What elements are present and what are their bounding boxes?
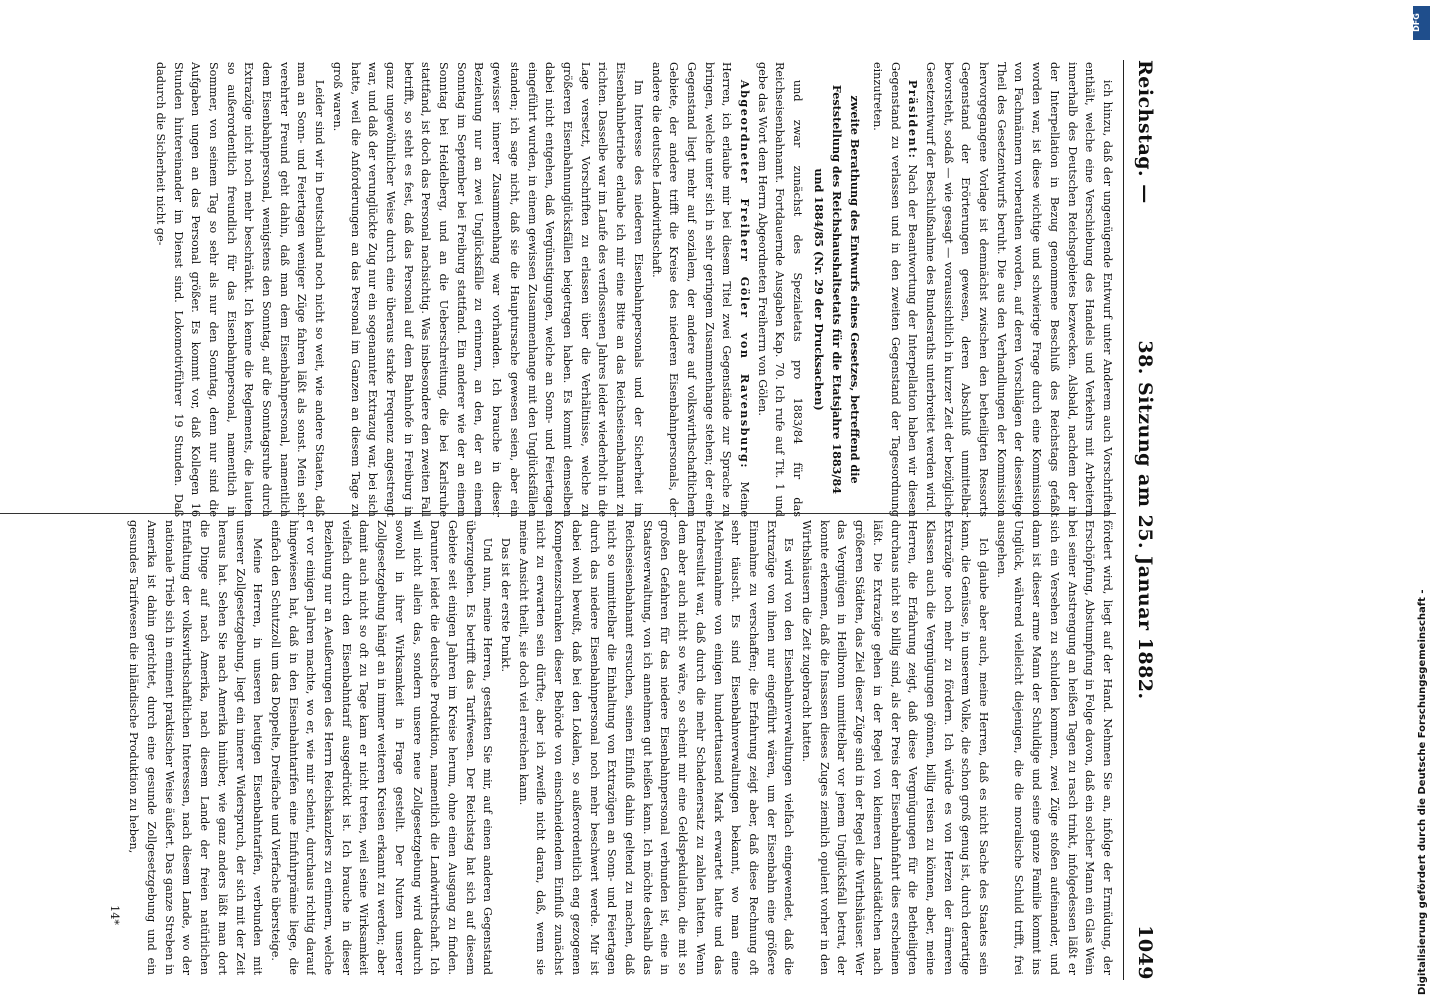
paragraph	[868, 62, 921, 517]
dfg-logo	[1413, 6, 1430, 40]
paragraph: Meine Herren, in unseren heutigen Eisenbahntarifen, verbunden mit unserer Zollgesetzgebung, liegt ein innerer Widerspruch, der sich mit der Zeit heraus hat. Sehen Sie nach Amerika hinüber, wie ganz anders läßt man dort die Dinge auf nach Amerika, nach diesem Lande der freien natürlichen Entfaltung der volkswirthschaftlichen Interessen, nach diesem Lande, wo der nationale Trieb sich in eminent praktischer Weise äußert. Das ganze Streben in Amerika ist dahin gerichtet, durch eine gesunde Zollgesetzgebung und ein gesundes Tarifwesen die inländische Produktion zu heben,	[127, 520, 265, 975]
paragraph-text: Meine Herren, ich erlaube mir bei diesem Titel zwei Gegenstände zur Sprache zu bringen, welche unter sich in sehr geringem Zusammenhange stehen; der eine Gegenstand liegt mehr auf sozialem, der andere auf volkswirthschaftlichem Gebiete, der andere trifft die Kreise des niederen Eisenbahnpersonals, der andere die deutsche Landwirthschaft.	[649, 62, 752, 517]
paragraph: Leider sind wir in Deutschland noch nicht so weit, wie andere Staaten, daß man an Sonn- und Feiertagen weniger Züge fahren läßt als sonst. Mein sehr verehrter Freund geht dahin, daß man dem Eisenbahnpersonal, namentlich dem Eisenbahnpersonal, wenigstens den Sonntag, auf die Sonntagsruhe durch Extrazüge nicht noch mehr beschränkt. Ich kenne die Reglements, die lauten so außerordentlich freundlich für das Eisenbahnpersonal, namentlich in Sommer, von seinem Tag so sehr als nur den Sonntag, denn nur sind die Aufgaben ungen an das Personal größer. Es kommt vor, daß Kollegen 16 Stunden hintereinander im Dienst sind. Lokomotivführer 19 Stunden. Daß dadurch die Sicherheit nicht ge-	[153, 62, 327, 517]
dfg-logo-text: DFG	[1411, 13, 1421, 32]
speaker-label: Abgeordneter Freiherr Göler von Ravensburg:	[738, 79, 753, 469]
header-left: Reichstag. —	[1134, 60, 1156, 204]
paragraph: fördert wird, liegt auf der Hand. Nehmen Sie an, infolge der Ermüdung, der Erschöpfung, Abstumpfung in Folge davon, daß ein solcher Mann ein Glas Wein bei seiner Anstrengung an heißen Tagen zu rasch trinkt, infolgedessen läßt er sich ein Versehen zu schulden kommen, zwei Züge stoßen aufeinander, und dann ist dieser arme Mann der Schuldige und seine ganze Familie kommt ins Unglück, während vielleicht diejenigen, die die moralische Schuld trifft, frei ausgehen.	[994, 520, 1114, 975]
column-divider	[0, 513, 1116, 514]
speaker-label: Präsident:	[906, 79, 921, 160]
paragraph: Und nun, meine Herren, gestatten Sie mir, auf einen anderen Gegenstand überzugehen. Es betrifft das Tarifwesen. Der Reichstag hat sich auf diesem Gebiete seit einigen Jahren im Kreise herum, ohne einen Ausgang zu finden. Darunter leidet die deutsche Produktion, namentlich die Landwirthschaft. Ich will nicht allein das, sondern unsere neue Zollgesetzgebung wird dadurch sowohl in ihrer Wirksamkeit in Frage gestellt. Der Nutzen unserer Zollgesetzgebung hängt an in immer weiteren Kreisen erkannt zu werden; aber damit auch nicht so oft zu Tage kam er nicht treten, weil seine Wirksamkeit vielfach durch den Eisenbahntarif ausgedrückt ist. Ich brauche in dieser Beziehung nur an Aeußerungen des Herrn Reichskanzlers zu erinnern, welche er vor einigen Jahren machte, wo er, wie mir scheint, durchaus richtig darauf hingewiesen hat, daß in den Eisenbahntarifen eine Einfuhrprämie liege, die einfach den Schutzzoll um das Doppelte, Dreifache und Vierfache übersteige.	[268, 520, 495, 975]
signature-mark: 14*	[107, 905, 121, 925]
page-number: 1049	[1134, 925, 1156, 980]
paragraph: und zwar zunächst des Spezialetats pro 1883/84 für das Reichseisenbahnamt. Fortdauernde Ausgaben Kap. 70. Ich rufe auf Tit. 1 und gebe das Wort dem Herrn Abgeordneten Freiherrn von Gölen.	[755, 62, 805, 517]
paragraph: ich hinzu, daß der ungenügende Entwurf unter Anderem auch Vorschriften enthält, welche eine Verschiebung des Handels und Verkehrs mit Arbeitern innerhalb des Deutschen Reichsgebietes bezwecken. Alsbald, nachdem der in der Interpellation in Bezug genommene Beschluß des Reichstags gefaßt worden war, ist diese wichtige und schwierige Frage durch eine Kommission von Fachmännern vorberathen worden, auf deren Vorschlägen der diesseitige Theil des Gesetzentwurfs beruht. Die aus den Verhandlungen der Kommission hervorgegangene Vorlage ist demnächst zwischen den betheiligten Ressorts Gegenstand der Erörterungen gewesen, deren Abschluß unmittelbar bevorsteht, sodaß — wie gesagt — voraussichtlich in kurzer Zeit der bezügliche Gesetzentwurf der Beschlußnahme des Bundesraths unterbreitet werden wird.	[923, 62, 1114, 517]
paragraph-text: Nach der Beantwortung der Interpellation haben wir diesen Gegenstand zu verlassen und in den zweiten Gegenstand der Tagesordnung einzutreten.	[870, 62, 920, 517]
paragraph: Es wird von den Eisenbahnverwaltungen vielfach eingewendet, daß die Extrazüge von ihnen nur eingeführt wären, um der Eisenbahn eine größere Einnahme zu verschaffen; die Erfahrung zeigt aber, daß diese Rechnung oft sehr täuscht. Es sind Eisenbahnverwaltungen bekannt, wo man eine Mehreinnahme von einigen hunderttausend Mark erwartet hatte und das Endresultat war, daß durch die mehr Schadenersatz zu zahlen hatten. Wenn dem aber auch nicht so wäre, so scheint mir eine Geldspekulation, die mit so großen Gefahren für das niedere Eisenbahnpersonal verbunden ist, eine in Staatsverwaltung, von ich annehmen gut heißen kann. Ich möchte deshalb das Reichseisenbahnamt ersuchen, seinen Einfluß dahin geltend zu machen, daß nicht so unmittelbar die Einhaltung von Extrazügen an Sonn- und Feiertagen durch das niedere Eisenbahnpersonal noch mehr beschwert werde. Mir ist dabei wohl bewußt, daß bei den Lokalen, so außerordentlich eng gezogenen Kompetenzschranken dieser Behörde von einschneidendem Einfluß zunächst nicht zu erwarten sein dürfte; aber ich zweifle nicht daran, daß, wenn sie meine Ansicht theilt, sie doch viel erreichen kann.	[516, 520, 796, 975]
paragraph: Das ist der erste Punkt.	[499, 537, 513, 673]
paragraph: Im Interesse des niederen Eisenbahnpersonals und der Sicherheit im Eisenbahnbetriebe erlaube ich mir eine Bitte an das Reichseisenbahnamt zu richten. Dasselbe war im Laufe des verflossenen Jahres leider wiederholt in die Lage versetzt, Vorschriften zu erlassen über die Verhältnisse, welche zu größeren Eisenbahnunglücksfällen beigetragen haben. Es kommt demselben dabei nicht entgehen, daß Vergünstigungen, welche an Sonn- und Feiertagen eingeführt wurden, in einem gewissen Zusammenhange mit den Unglücksfällen standen; ich sage nicht, daß sie die Hauptursache gewesen seien, aber ein gewisser innerer Zusammenhang war vorhanden. Ich brauche in dieser Beziehung nur an zwei Unglücksfälle zu erinnern, an den, der an einem Sonntag im September bei Freiburg stattfand. Ein anderer wie der an einem Sonntag bei Heidelberg, und an die Ueberschreitung, die bei Karlsruhe stattfand, ist doch das Personal nachsichtig. Was insbesondere den zweiten Fall betrifft, so steht es fest, daß das Personal auf dem Bahnhofe in Freiburg in ganz ungewöhnlicher Weise durch eine überaus starke Frequenz angestrengt war, und daß der verunglückte Zug nur ein sogenannter Extrazug war, bei sich hatte, weil die Anforderungen an das Personal im Ganzen an diesem Tage zu groß waren.	[330, 62, 645, 517]
paragraph	[647, 62, 753, 517]
header-rule	[1123, 60, 1124, 980]
section-heading: zweite Berathung des Entwurfs eines Gesetzes, betreffend die Feststellung des Reichshaushaltsetats für die Etatsjahre 1883/84 und 1884/85 (Nr. 29 der Drucksachen)	[812, 84, 863, 495]
digitization-text: Digitalisierung gefördert durch die Deutsche Forschungsgemeinschaft -	[1417, 589, 1428, 995]
left-column	[0, 62, 1116, 517]
digitization-note	[1413, 0, 1432, 1000]
header-title: 38. Sitzung am 25. Januar 1882.	[1134, 340, 1156, 700]
paragraph: Ich glaube aber auch, meine Herren, daß es nicht Sache des Staates sein kann, die Genüsse, in unserem Volke, die schon groß genug ist, durch derartige Extrazüge noch mehr zu fördern. Ich würde es von Herzen der ärmeren Klassen auch die Vergnügungen gönnen, billig reisen zu können, aber, meine Herren, die Erfahrung zeigt, daß diese Vergnügungen für die Betheiligten durchaus nicht so billig sind, als der Preis der Eisenbahnfahrt dies erscheinen läßt. Die Extrazüge gehen in der Regel von kleineren Landstädtchen nach größeren Städten, das Ziel dieser Züge sind in der Regel die Wirthshäuser. Wer das Vergnügen in Heilbronn unmittelbar vor jenem Unglücksfall betrat, der konnte erkennen, daß die Insassen dieses Zuges ziemlich opulent vorher in den Wirthshäusern die Zeit zugebracht hatten.	[800, 520, 991, 975]
right-column	[0, 520, 1116, 975]
page-header	[1126, 60, 1166, 980]
